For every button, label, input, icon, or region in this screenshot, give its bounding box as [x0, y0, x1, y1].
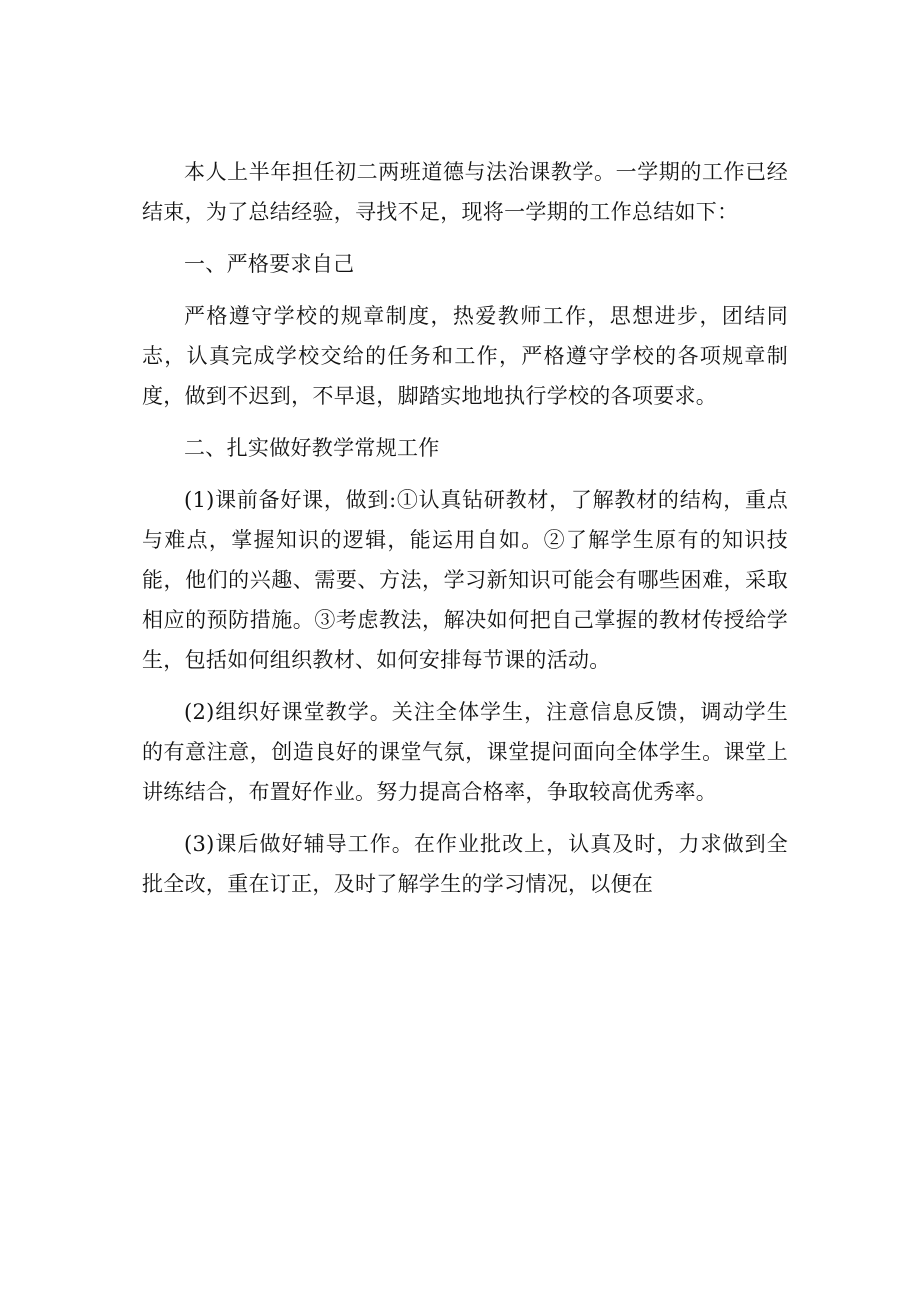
item-2-paragraph: (2)组织好课堂教学。关注全体学生，注意信息反馈，调动学生的有意注意，创造良好的课堂气氛，课堂提问面向全体学生。课堂上讲练结合，布置好作业。努力提高合格率，争取较高优秀率。	[142, 700, 788, 804]
section-heading-1: 一、严格要求自己	[184, 252, 355, 276]
item-1-paragraph: (1)课前备好课，做到:①认真钻研教材，了解教材的结构，重点与难点，掌握知识的逻辑，能运用自如。②了解学生原有的知识技能，他们的兴趣、需要、方法，学习新知识可能会有哪些困难，采取相应的预防措施。③考虑教法，解决如何把自己掌握的教材传授给学生，包括如何组织教材、如何安排每节课的活动。	[142, 488, 788, 672]
item-3-paragraph: (3)课后做好辅导工作。在作业批改上，认真及时，力求做到全批全改，重在订正，及时了解学生的学习情况，以便在	[142, 832, 788, 896]
document-page	[142, 152, 788, 916]
intro-paragraph: 本人上半年担任初二两班道德与法治课教学。一学期的工作已经结束，为了总结经验，寻找不足，现将一学期的工作总结如下：	[142, 160, 788, 224]
section-1-paragraph: 严格遵守学校的规章制度，热爱教师工作，思想进步，团结同志，认真完成学校交给的任务和工作，严格遵守学校的各项规章制度，做到不迟到，不早退，脚踏实地地执行学校的各项要求。	[142, 304, 788, 408]
section-heading-2: 二、扎实做好教学常规工作	[184, 436, 440, 460]
